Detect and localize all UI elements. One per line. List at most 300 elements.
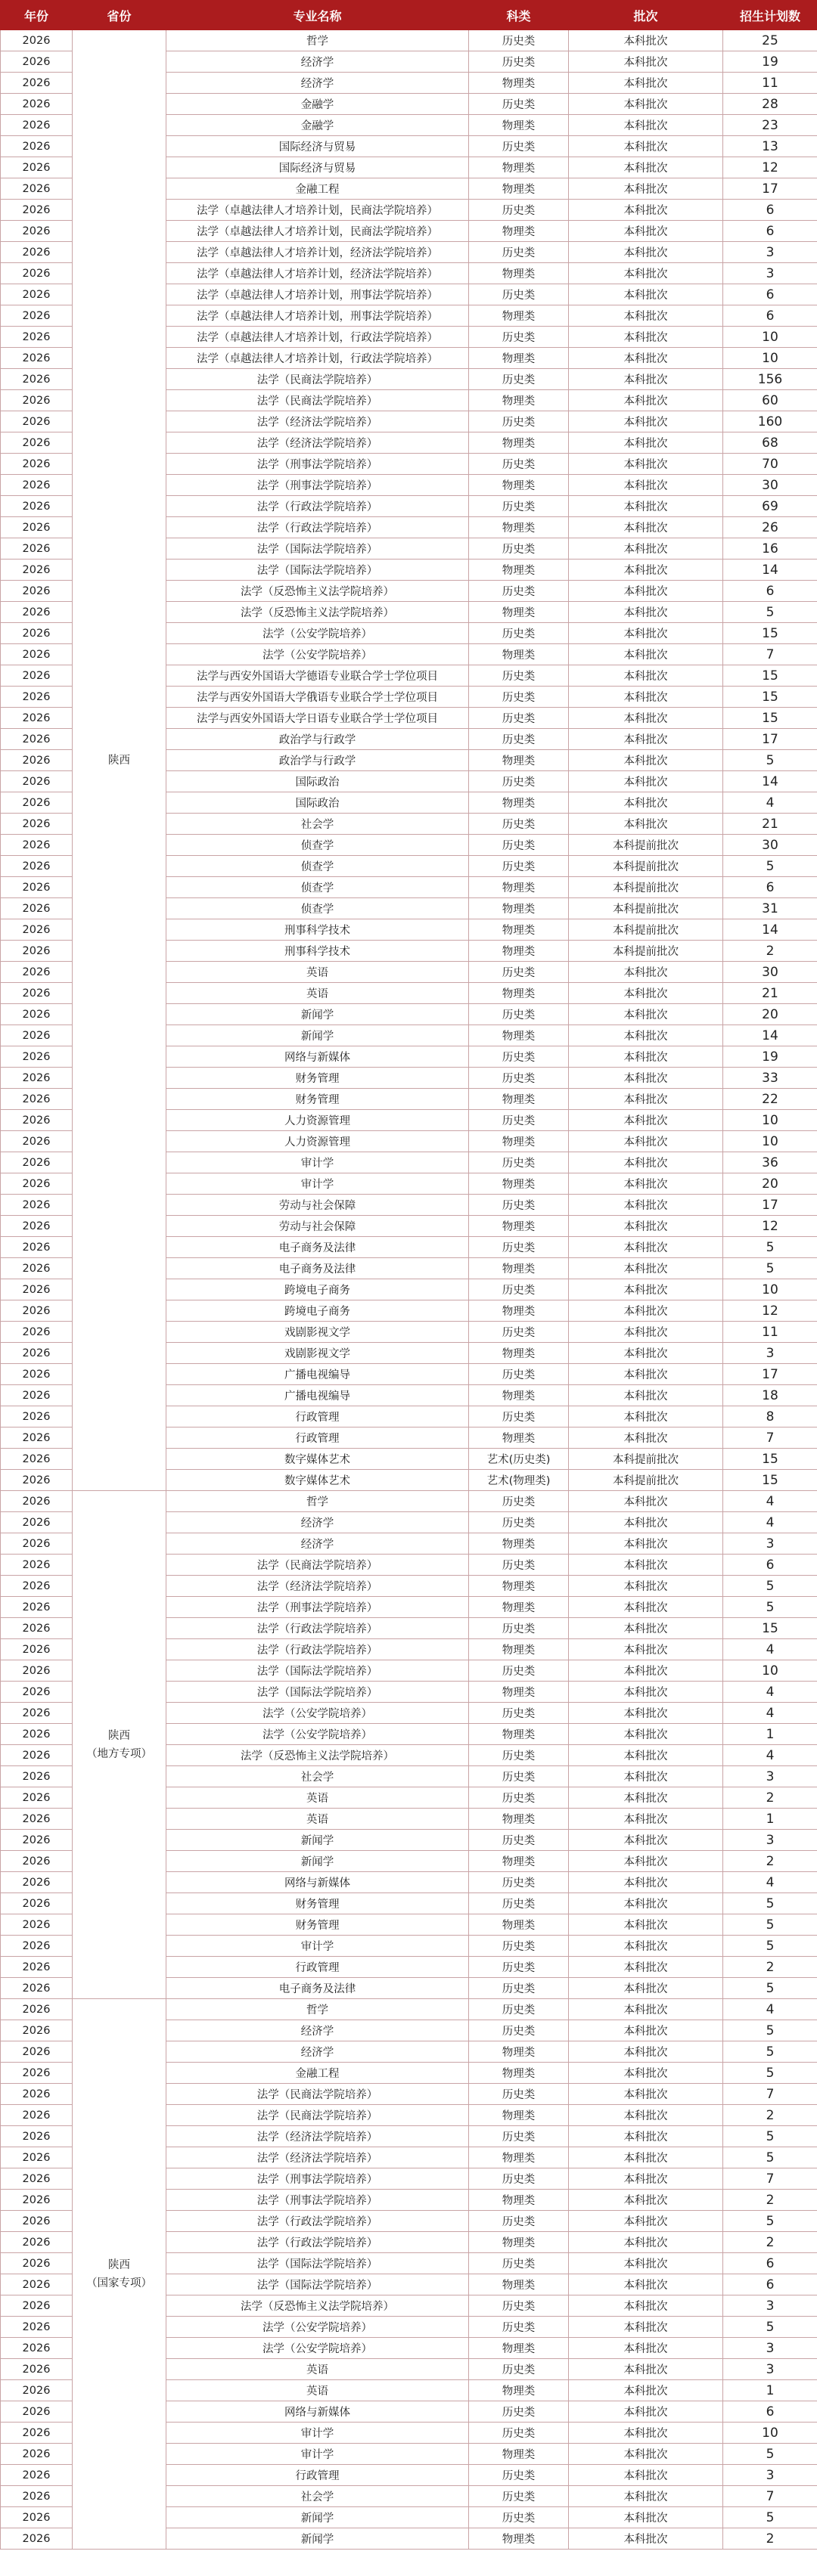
plan-count-cell: 19 xyxy=(723,51,817,73)
year-cell: 2026 xyxy=(1,1004,73,1025)
major-cell: 金融工程 xyxy=(166,178,469,200)
plan-count-cell: 30 xyxy=(723,962,817,983)
subject-type-cell: 物理类 xyxy=(469,2528,569,2550)
plan-count-cell: 14 xyxy=(723,1025,817,1046)
plan-count-cell: 3 xyxy=(723,1766,817,1787)
subject-type-cell: 历史类 xyxy=(469,623,569,644)
plan-count-cell: 70 xyxy=(723,454,817,475)
year-cell: 2026 xyxy=(1,1385,73,1406)
major-cell: 侦查学 xyxy=(166,856,469,877)
subject-type-cell: 历史类 xyxy=(469,1068,569,1089)
major-cell: 法学（公安学院培养） xyxy=(166,1724,469,1745)
plan-count-cell: 5 xyxy=(723,2147,817,2168)
batch-cell: 本科批次 xyxy=(569,284,723,305)
major-cell: 法学（卓越法律人才培养计划，行政法学院培养） xyxy=(166,348,469,369)
header-year: 年份 xyxy=(1,1,73,30)
year-cell: 2026 xyxy=(1,750,73,771)
major-cell: 刑事科学技术 xyxy=(166,919,469,941)
batch-cell: 本科批次 xyxy=(569,1258,723,1279)
plan-count-cell: 7 xyxy=(723,644,817,665)
subject-type-cell: 历史类 xyxy=(469,1491,569,1512)
plan-count-cell: 15 xyxy=(723,1449,817,1470)
batch-cell: 本科批次 xyxy=(569,51,723,73)
year-cell: 2026 xyxy=(1,2274,73,2295)
year-cell: 2026 xyxy=(1,1025,73,1046)
subject-type-cell: 物理类 xyxy=(469,792,569,814)
major-cell: 新闻学 xyxy=(166,1025,469,1046)
batch-cell: 本科批次 xyxy=(569,1533,723,1555)
year-cell: 2026 xyxy=(1,2380,73,2401)
plan-count-cell: 30 xyxy=(723,835,817,856)
batch-cell: 本科批次 xyxy=(569,792,723,814)
batch-cell: 本科批次 xyxy=(569,2105,723,2126)
year-cell: 2026 xyxy=(1,242,73,263)
year-cell: 2026 xyxy=(1,1512,73,1533)
plan-count-cell: 6 xyxy=(723,2253,817,2274)
major-cell: 法学（卓越法律人才培养计划，民商法学院培养） xyxy=(166,200,469,221)
major-cell: 法学（刑事法学院培养） xyxy=(166,1597,469,1618)
year-cell: 2026 xyxy=(1,390,73,411)
plan-count-cell: 6 xyxy=(723,221,817,242)
year-cell: 2026 xyxy=(1,517,73,538)
batch-cell: 本科批次 xyxy=(569,687,723,708)
subject-type-cell: 历史类 xyxy=(469,2253,569,2274)
major-cell: 法学（经济法学院培养） xyxy=(166,432,469,454)
plan-count-cell: 5 xyxy=(723,1237,817,1258)
year-cell: 2026 xyxy=(1,263,73,284)
major-cell: 法学（国际法学院培养） xyxy=(166,1682,469,1703)
year-cell: 2026 xyxy=(1,771,73,792)
subject-type-cell: 物理类 xyxy=(469,2063,569,2084)
batch-cell: 本科批次 xyxy=(569,1957,723,1978)
batch-cell: 本科批次 xyxy=(569,115,723,136)
subject-type-cell: 历史类 xyxy=(469,729,569,750)
batch-cell: 本科批次 xyxy=(569,1745,723,1766)
major-cell: 法学（卓越法律人才培养计划，民商法学院培养） xyxy=(166,221,469,242)
major-cell: 网络与新媒体 xyxy=(166,1872,469,1893)
subject-type-cell: 历史类 xyxy=(469,687,569,708)
major-cell: 法学（卓越法律人才培养计划，刑事法学院培养） xyxy=(166,305,469,327)
table-body xyxy=(1,30,817,2550)
batch-cell: 本科批次 xyxy=(569,454,723,475)
batch-cell: 本科批次 xyxy=(569,750,723,771)
year-cell: 2026 xyxy=(1,602,73,623)
plan-count-cell: 10 xyxy=(723,1279,817,1300)
year-cell: 2026 xyxy=(1,1978,73,1999)
plan-count-cell: 15 xyxy=(723,708,817,729)
year-cell: 2026 xyxy=(1,1364,73,1385)
major-cell: 法学（国际法学院培养） xyxy=(166,2274,469,2295)
plan-count-cell: 10 xyxy=(723,2423,817,2444)
major-cell: 法学（公安学院培养） xyxy=(166,1703,469,1724)
year-cell: 2026 xyxy=(1,1491,73,1512)
subject-type-cell: 历史类 xyxy=(469,2486,569,2507)
year-cell: 2026 xyxy=(1,2486,73,2507)
year-cell: 2026 xyxy=(1,2423,73,2444)
major-cell: 英语 xyxy=(166,2380,469,2401)
major-cell: 法学（国际法学院培养） xyxy=(166,2253,469,2274)
plan-count-cell: 5 xyxy=(723,1914,817,1936)
subject-type-cell: 历史类 xyxy=(469,2423,569,2444)
subject-type-cell: 历史类 xyxy=(469,411,569,432)
header-major: 专业名称 xyxy=(166,1,469,30)
subject-type-cell: 物理类 xyxy=(469,2105,569,2126)
plan-count-cell: 1 xyxy=(723,1809,817,1830)
year-cell: 2026 xyxy=(1,2084,73,2105)
major-cell: 法学（刑事法学院培养） xyxy=(166,454,469,475)
plan-count-cell: 22 xyxy=(723,1089,817,1110)
major-cell: 网络与新媒体 xyxy=(166,2401,469,2423)
year-cell: 2026 xyxy=(1,1195,73,1216)
major-cell: 新闻学 xyxy=(166,1004,469,1025)
plan-count-cell: 3 xyxy=(723,2359,817,2380)
major-cell: 法学（公安学院培养） xyxy=(166,2338,469,2359)
plan-count-cell: 7 xyxy=(723,1427,817,1449)
year-cell: 2026 xyxy=(1,2444,73,2465)
subject-type-cell: 物理类 xyxy=(469,1131,569,1152)
year-cell: 2026 xyxy=(1,2190,73,2211)
plan-count-cell: 10 xyxy=(723,348,817,369)
subject-type-cell: 物理类 xyxy=(469,983,569,1004)
plan-count-cell: 5 xyxy=(723,2063,817,2084)
year-cell: 2026 xyxy=(1,2507,73,2528)
subject-type-cell: 历史类 xyxy=(469,1660,569,1682)
subject-type-cell: 物理类 xyxy=(469,305,569,327)
batch-cell: 本科批次 xyxy=(569,1173,723,1195)
plan-count-cell: 10 xyxy=(723,1660,817,1682)
province-cell xyxy=(73,1491,166,1999)
plan-count-cell: 3 xyxy=(723,2465,817,2486)
plan-count-cell: 4 xyxy=(723,1491,817,1512)
header-plan-count: 招生计划数 xyxy=(723,1,817,30)
major-cell: 法学（反恐怖主义法学院培养） xyxy=(166,2295,469,2317)
batch-cell: 本科批次 xyxy=(569,1787,723,1809)
year-cell: 2026 xyxy=(1,1830,73,1851)
batch-cell: 本科批次 xyxy=(569,602,723,623)
plan-count-cell: 68 xyxy=(723,432,817,454)
subject-type-cell: 历史类 xyxy=(469,200,569,221)
batch-cell: 本科批次 xyxy=(569,1491,723,1512)
batch-cell: 本科批次 xyxy=(569,1131,723,1152)
batch-cell: 本科批次 xyxy=(569,1576,723,1597)
subject-type-cell: 历史类 xyxy=(469,284,569,305)
year-cell: 2026 xyxy=(1,1152,73,1173)
major-cell: 广播电视编导 xyxy=(166,1364,469,1385)
major-cell: 法学（反恐怖主义法学院培养） xyxy=(166,602,469,623)
major-cell: 法学（民商法学院培养） xyxy=(166,390,469,411)
subject-type-cell: 历史类 xyxy=(469,2020,569,2041)
major-cell: 法学（行政法学院培养） xyxy=(166,517,469,538)
subject-type-cell: 历史类 xyxy=(469,1978,569,1999)
subject-type-cell: 物理类 xyxy=(469,1427,569,1449)
subject-type-cell: 历史类 xyxy=(469,94,569,115)
batch-cell: 本科批次 xyxy=(569,411,723,432)
batch-cell: 本科批次 xyxy=(569,178,723,200)
plan-count-cell: 6 xyxy=(723,305,817,327)
major-cell: 审计学 xyxy=(166,1936,469,1957)
batch-cell: 本科批次 xyxy=(569,708,723,729)
year-cell: 2026 xyxy=(1,1300,73,1322)
batch-cell: 本科批次 xyxy=(569,2274,723,2295)
plan-count-cell: 12 xyxy=(723,1300,817,1322)
subject-type-cell: 历史类 xyxy=(469,1512,569,1533)
major-cell: 新闻学 xyxy=(166,1851,469,1872)
year-cell: 2026 xyxy=(1,560,73,581)
subject-type-cell: 历史类 xyxy=(469,2211,569,2232)
major-cell: 经济学 xyxy=(166,2020,469,2041)
major-cell: 侦查学 xyxy=(166,877,469,898)
plan-count-cell: 4 xyxy=(723,1745,817,1766)
subject-type-cell: 历史类 xyxy=(469,1766,569,1787)
plan-count-cell: 12 xyxy=(723,157,817,178)
major-cell: 法学（行政法学院培养） xyxy=(166,496,469,517)
plan-count-cell: 12 xyxy=(723,1216,817,1237)
year-cell: 2026 xyxy=(1,221,73,242)
subject-type-cell: 历史类 xyxy=(469,1406,569,1427)
major-cell: 经济学 xyxy=(166,1533,469,1555)
province-label: 陕西 xyxy=(108,754,130,767)
year-cell: 2026 xyxy=(1,644,73,665)
year-cell: 2026 xyxy=(1,1216,73,1237)
batch-cell: 本科批次 xyxy=(569,2486,723,2507)
batch-cell: 本科批次 xyxy=(569,2063,723,2084)
major-cell: 广播电视编导 xyxy=(166,1385,469,1406)
year-cell: 2026 xyxy=(1,1131,73,1152)
year-cell: 2026 xyxy=(1,1999,73,2020)
subject-type-cell: 物理类 xyxy=(469,1300,569,1322)
year-cell: 2026 xyxy=(1,1555,73,1576)
major-cell: 戏剧影视文学 xyxy=(166,1343,469,1364)
year-cell: 2026 xyxy=(1,475,73,496)
plan-count-cell: 3 xyxy=(723,263,817,284)
major-cell: 国际经济与贸易 xyxy=(166,157,469,178)
year-cell: 2026 xyxy=(1,1914,73,1936)
plan-count-cell: 2 xyxy=(723,1957,817,1978)
major-cell: 法学（刑事法学院培养） xyxy=(166,475,469,496)
major-cell: 法学（国际法学院培养） xyxy=(166,560,469,581)
plan-count-cell: 3 xyxy=(723,1830,817,1851)
province-label: （国家专项） xyxy=(86,2277,152,2289)
major-cell: 数字媒体艺术 xyxy=(166,1470,469,1491)
plan-count-cell: 21 xyxy=(723,814,817,835)
subject-type-cell: 历史类 xyxy=(469,327,569,348)
batch-cell: 本科批次 xyxy=(569,1999,723,2020)
batch-cell: 本科批次 xyxy=(569,517,723,538)
batch-cell: 本科批次 xyxy=(569,157,723,178)
batch-cell: 本科批次 xyxy=(569,1555,723,1576)
subject-type-cell: 历史类 xyxy=(469,496,569,517)
province-cell xyxy=(73,30,166,1491)
batch-cell: 本科批次 xyxy=(569,2317,723,2338)
batch-cell: 本科批次 xyxy=(569,1237,723,1258)
subject-type-cell: 物理类 xyxy=(469,475,569,496)
subject-type-cell: 历史类 xyxy=(469,538,569,560)
plan-count-cell: 6 xyxy=(723,581,817,602)
batch-cell: 本科批次 xyxy=(569,369,723,390)
plan-count-cell: 156 xyxy=(723,369,817,390)
plan-count-cell: 10 xyxy=(723,327,817,348)
batch-cell: 本科批次 xyxy=(569,623,723,644)
batch-cell: 本科批次 xyxy=(569,1766,723,1787)
plan-count-cell: 20 xyxy=(723,1173,817,1195)
subject-type-cell: 历史类 xyxy=(469,1745,569,1766)
batch-cell: 本科批次 xyxy=(569,1364,723,1385)
plan-count-cell: 4 xyxy=(723,1872,817,1893)
subject-type-cell: 历史类 xyxy=(469,1830,569,1851)
plan-count-cell: 5 xyxy=(723,2317,817,2338)
batch-cell: 本科批次 xyxy=(569,962,723,983)
plan-count-cell: 5 xyxy=(723,1597,817,1618)
plan-count-cell: 5 xyxy=(723,1576,817,1597)
province-cell xyxy=(73,1999,166,2550)
year-cell: 2026 xyxy=(1,454,73,475)
subject-type-cell: 物理类 xyxy=(469,877,569,898)
subject-type-cell: 历史类 xyxy=(469,51,569,73)
major-cell: 法学（公安学院培养） xyxy=(166,644,469,665)
batch-cell: 本科批次 xyxy=(569,1597,723,1618)
batch-cell: 本科批次 xyxy=(569,1110,723,1131)
major-cell: 金融学 xyxy=(166,94,469,115)
year-cell: 2026 xyxy=(1,1660,73,1682)
subject-type-cell: 艺术(物理类) xyxy=(469,1470,569,1491)
batch-cell: 本科批次 xyxy=(569,1300,723,1322)
major-cell: 哲学 xyxy=(166,30,469,51)
major-cell: 财务管理 xyxy=(166,1089,469,1110)
major-cell: 社会学 xyxy=(166,1766,469,1787)
subject-type-cell: 物理类 xyxy=(469,1025,569,1046)
subject-type-cell: 物理类 xyxy=(469,1724,569,1745)
subject-type-cell: 历史类 xyxy=(469,962,569,983)
plan-count-cell: 1 xyxy=(723,2380,817,2401)
major-cell: 国际政治 xyxy=(166,792,469,814)
plan-count-cell: 10 xyxy=(723,1110,817,1131)
major-cell: 法学（行政法学院培养） xyxy=(166,1618,469,1639)
year-cell: 2026 xyxy=(1,2295,73,2317)
year-cell: 2026 xyxy=(1,2465,73,2486)
year-cell: 2026 xyxy=(1,1533,73,1555)
subject-type-cell: 物理类 xyxy=(469,1343,569,1364)
batch-cell: 本科批次 xyxy=(569,983,723,1004)
batch-cell: 本科批次 xyxy=(569,1851,723,1872)
header-batch: 批次 xyxy=(569,1,723,30)
batch-cell: 本科批次 xyxy=(569,2232,723,2253)
major-cell: 新闻学 xyxy=(166,1830,469,1851)
major-cell: 电子商务及法律 xyxy=(166,1258,469,1279)
subject-type-cell: 历史类 xyxy=(469,2359,569,2380)
major-cell: 法学（反恐怖主义法学院培养） xyxy=(166,1745,469,1766)
subject-type-cell: 物理类 xyxy=(469,157,569,178)
batch-cell: 本科批次 xyxy=(569,2465,723,2486)
subject-type-cell: 物理类 xyxy=(469,898,569,919)
year-cell: 2026 xyxy=(1,136,73,157)
table-row xyxy=(1,1491,817,1512)
batch-cell: 本科批次 xyxy=(569,644,723,665)
plan-count-cell: 4 xyxy=(723,1703,817,1724)
year-cell: 2026 xyxy=(1,73,73,94)
major-cell: 劳动与社会保障 xyxy=(166,1195,469,1216)
major-cell: 英语 xyxy=(166,983,469,1004)
year-cell: 2026 xyxy=(1,962,73,983)
major-cell: 电子商务及法律 xyxy=(166,1978,469,1999)
year-cell: 2026 xyxy=(1,2528,73,2550)
header-row xyxy=(1,1,817,30)
major-cell: 审计学 xyxy=(166,2444,469,2465)
plan-count-cell: 2 xyxy=(723,941,817,962)
batch-cell: 本科批次 xyxy=(569,1872,723,1893)
batch-cell: 本科批次 xyxy=(569,560,723,581)
plan-count-cell: 60 xyxy=(723,390,817,411)
major-cell: 经济学 xyxy=(166,1512,469,1533)
year-cell: 2026 xyxy=(1,1809,73,1830)
subject-type-cell: 物理类 xyxy=(469,1682,569,1703)
year-cell: 2026 xyxy=(1,496,73,517)
batch-cell: 本科提前批次 xyxy=(569,856,723,877)
year-cell: 2026 xyxy=(1,432,73,454)
batch-cell: 本科批次 xyxy=(569,432,723,454)
major-cell: 英语 xyxy=(166,1787,469,1809)
year-cell: 2026 xyxy=(1,1068,73,1089)
subject-type-cell: 物理类 xyxy=(469,644,569,665)
year-cell: 2026 xyxy=(1,1682,73,1703)
year-cell: 2026 xyxy=(1,94,73,115)
year-cell: 2026 xyxy=(1,2063,73,2084)
major-cell: 行政管理 xyxy=(166,1427,469,1449)
subject-type-cell: 历史类 xyxy=(469,1110,569,1131)
major-cell: 法学（行政法学院培养） xyxy=(166,2232,469,2253)
year-cell: 2026 xyxy=(1,1258,73,1279)
table-row xyxy=(1,1999,817,2020)
plan-count-cell: 5 xyxy=(723,1893,817,1914)
major-cell: 政治学与行政学 xyxy=(166,750,469,771)
subject-type-cell: 历史类 xyxy=(469,1787,569,1809)
batch-cell: 本科批次 xyxy=(569,1068,723,1089)
batch-cell: 本科批次 xyxy=(569,1830,723,1851)
major-cell: 法学（经济法学院培养） xyxy=(166,2147,469,2168)
major-cell: 刑事科学技术 xyxy=(166,941,469,962)
year-cell: 2026 xyxy=(1,1618,73,1639)
major-cell: 人力资源管理 xyxy=(166,1110,469,1131)
plan-count-cell: 160 xyxy=(723,411,817,432)
major-cell: 哲学 xyxy=(166,1491,469,1512)
subject-type-cell: 历史类 xyxy=(469,1957,569,1978)
plan-count-cell: 17 xyxy=(723,1364,817,1385)
plan-count-cell: 5 xyxy=(723,2211,817,2232)
plan-count-cell: 8 xyxy=(723,1406,817,1427)
batch-cell: 本科批次 xyxy=(569,538,723,560)
batch-cell: 本科批次 xyxy=(569,1724,723,1745)
major-cell: 法学（卓越法律人才培养计划，经济法学院培养） xyxy=(166,263,469,284)
batch-cell: 本科批次 xyxy=(569,1216,723,1237)
plan-count-cell: 21 xyxy=(723,983,817,1004)
subject-type-cell: 历史类 xyxy=(469,2317,569,2338)
major-cell: 法学（行政法学院培养） xyxy=(166,2211,469,2232)
year-cell: 2026 xyxy=(1,1089,73,1110)
year-cell: 2026 xyxy=(1,792,73,814)
subject-type-cell: 历史类 xyxy=(469,1195,569,1216)
batch-cell: 本科提前批次 xyxy=(569,1449,723,1470)
year-cell: 2026 xyxy=(1,1787,73,1809)
plan-count-cell: 10 xyxy=(723,1131,817,1152)
year-cell: 2026 xyxy=(1,1957,73,1978)
major-cell: 数字媒体艺术 xyxy=(166,1449,469,1470)
batch-cell: 本科提前批次 xyxy=(569,941,723,962)
plan-count-cell: 11 xyxy=(723,1322,817,1343)
major-cell: 法学（国际法学院培养） xyxy=(166,538,469,560)
batch-cell: 本科批次 xyxy=(569,2253,723,2274)
year-cell: 2026 xyxy=(1,877,73,898)
subject-type-cell: 历史类 xyxy=(469,581,569,602)
major-cell: 社会学 xyxy=(166,2486,469,2507)
